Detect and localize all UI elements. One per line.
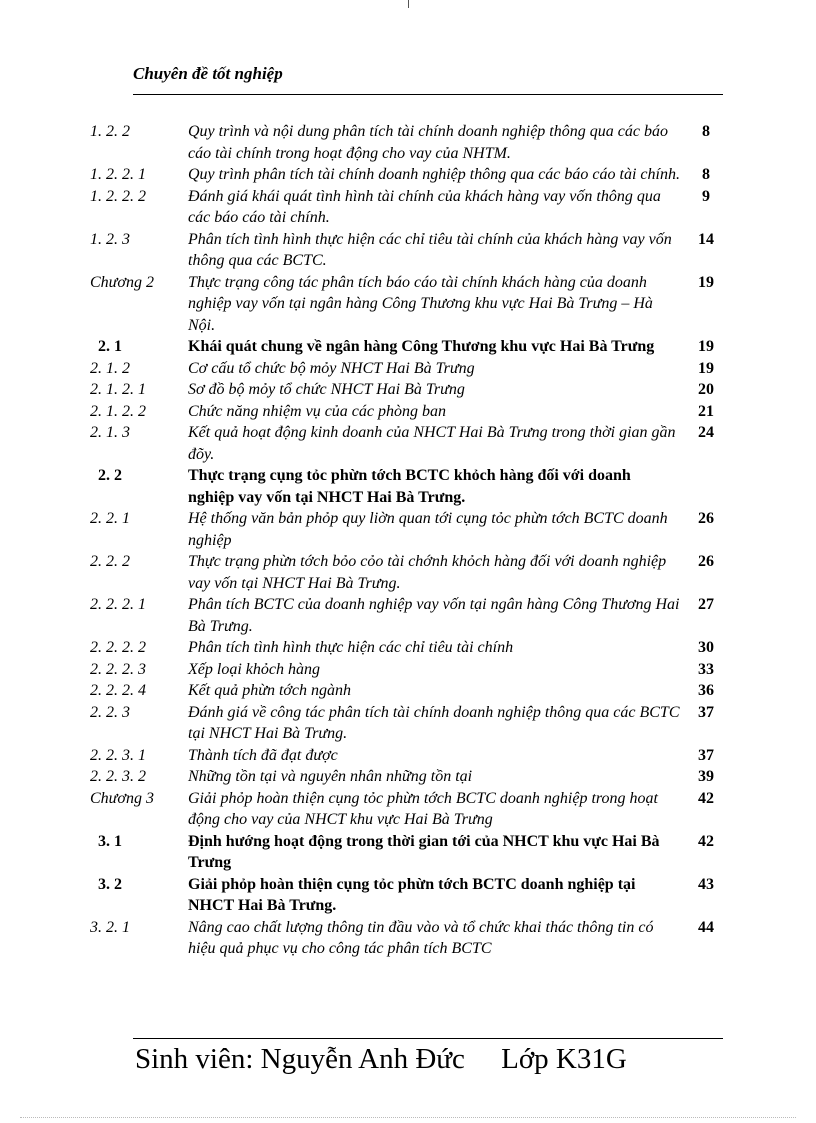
toc-entry-page: 43 bbox=[698, 875, 714, 893]
toc-entry[interactable] bbox=[90, 874, 740, 917]
toc-entry[interactable] bbox=[90, 659, 740, 681]
toc-entry-number: 2. 2. 3. 2 bbox=[90, 768, 146, 785]
toc-entry-title: Nâng cao chất lượng thông tin đầu vào và tổ chức khai thác thông tin có hiệu quả phục vụ cho công tác phân tích BCTC bbox=[188, 918, 654, 957]
toc-entry-title: Định hướng hoạt động trong thời gian tới của NHCT khu vực Hai Bà Trưng bbox=[188, 832, 660, 871]
toc-entry-title: Kết quả hoạt động kinh doanh của NHCT Hai Bà Trưng trong thời gian gần đõy. bbox=[188, 424, 676, 463]
toc-entry[interactable] bbox=[90, 551, 740, 594]
toc-entry-number: 2. 1 bbox=[98, 338, 122, 355]
toc-entry[interactable] bbox=[90, 422, 740, 465]
toc-entry-title: Thực trạng cụng tỏc phừn tớch BCTC khỏch hàng đối với doanh nghiệp vay vốn tại NHCT Hai Bà Trưng. bbox=[188, 467, 631, 506]
toc-entry-title: Phân tích tình hình thực hiện các chỉ tiêu tài chính của khách hàng vay vốn thông qua các BCTC. bbox=[188, 230, 672, 269]
toc-entry[interactable] bbox=[90, 680, 740, 702]
toc-entry-page: 26 bbox=[698, 553, 714, 570]
toc-entry-page: 20 bbox=[698, 381, 714, 398]
toc-entry[interactable] bbox=[90, 788, 740, 831]
toc-entry-number: 2. 1. 3 bbox=[90, 424, 130, 441]
toc-entry-number: 2. 2. 3 bbox=[90, 703, 130, 721]
toc-entry[interactable] bbox=[90, 831, 740, 874]
toc-entry-number: 2. 2. 2. 3 bbox=[90, 660, 146, 678]
toc-entry-title: Chức năng nhiệm vụ của các phòng ban bbox=[188, 402, 447, 420]
toc-entry-page: 26 bbox=[698, 510, 714, 527]
toc-entry-page: 33 bbox=[698, 660, 714, 678]
toc-entry-page: 8 bbox=[702, 123, 710, 140]
toc-entry-number: 1. 2. 2. 1 bbox=[90, 166, 146, 183]
toc-entry[interactable] bbox=[90, 465, 740, 508]
toc-entry-number: Chương 2 bbox=[90, 273, 154, 291]
table-of-contents bbox=[90, 121, 740, 960]
toc-entry-number: 2. 1. 2 bbox=[90, 359, 130, 377]
toc-entry-page: 24 bbox=[698, 424, 714, 441]
toc-entry-page: 30 bbox=[698, 639, 714, 656]
toc-entry-page: 14 bbox=[698, 230, 714, 248]
toc-entry[interactable] bbox=[90, 358, 740, 380]
toc-entry[interactable] bbox=[90, 745, 740, 767]
toc-entry[interactable] bbox=[90, 121, 740, 164]
toc-entry-number: 3. 2 bbox=[98, 875, 122, 893]
toc-entry-page: 27 bbox=[698, 596, 714, 613]
toc-entry[interactable] bbox=[90, 637, 740, 659]
toc-entry-title: Thực trạng phừn tớch bỏo cỏo tài chớnh khỏch hàng đối với doanh nghiệp vay vốn tại NHCT Hai Bà Trưng. bbox=[188, 553, 667, 592]
toc-entry[interactable] bbox=[90, 379, 740, 401]
footer-divider bbox=[133, 1038, 723, 1039]
toc-entry-title: Thực trạng công tác phân tích báo cáo tài chính khách hàng của doanh nghiệp vay vốn tại ngân hàng Công Thương khu vực Hai Bà Trưng – Hà Nội. bbox=[188, 273, 653, 334]
toc-entry-title: Giải phỏp hoàn thiện cụng tỏc phừn tớch BCTC doanh nghiệp trong hoạt động cho vay của NHCT khu vực Hai Bà Trưng bbox=[188, 789, 658, 828]
toc-entry-title: Giải phỏp hoàn thiện cụng tỏc phừn tớch BCTC doanh nghiệp tại NHCT Hai Bà Trưng. bbox=[188, 875, 636, 914]
page-corner-mark bbox=[408, 0, 409, 8]
toc-entry-page: 21 bbox=[698, 402, 714, 420]
toc-entry-page: 19 bbox=[698, 338, 714, 355]
toc-entry-page: 8 bbox=[702, 166, 710, 183]
toc-entry-number: 2. 2 bbox=[98, 467, 122, 484]
toc-entry-number: 2. 2. 2. 2 bbox=[90, 639, 146, 656]
document-header: Chuyên đề tốt nghiệp bbox=[133, 64, 283, 83]
toc-entry-number: 3. 2. 1 bbox=[90, 918, 130, 936]
toc-entry-page: 39 bbox=[698, 768, 714, 785]
toc-entry-title: Những tồn tại và nguyên nhân những tồn tại bbox=[188, 768, 473, 785]
toc-entry[interactable] bbox=[90, 164, 740, 186]
toc-entry-page: 37 bbox=[698, 703, 714, 721]
toc-entry-number: Chương 3 bbox=[90, 789, 154, 807]
toc-entry-title: Thành tích đã đạt được bbox=[188, 746, 338, 764]
toc-entry-number: 3. 1 bbox=[98, 832, 122, 850]
toc-entry-number: 2. 1. 2. 2 bbox=[90, 402, 146, 420]
toc-entry[interactable] bbox=[90, 594, 740, 637]
toc-entry-title: Hệ thống văn bản phỏp quy liờn quan tới cụng tỏc phừn tớch BCTC doanh nghiệp bbox=[188, 510, 668, 549]
document-footer: Sinh viên: Nguyễn Anh Đức Lớp K31G bbox=[135, 1043, 627, 1075]
toc-entry-number: 2. 2. 2 bbox=[90, 553, 130, 570]
toc-entry-title: Quy trình và nội dung phân tích tài chính doanh nghiệp thông qua các báo cáo tài chính trong hoạt động cho vay của NHTM. bbox=[188, 123, 668, 162]
page-bottom-border bbox=[20, 1117, 796, 1118]
toc-entry-number: 2. 2. 2. 4 bbox=[90, 682, 146, 699]
toc-entry-title: Phân tích BCTC của doanh nghiệp vay vốn tại ngân hàng Công Thương Hai Bà Trưng. bbox=[188, 596, 680, 635]
toc-entry[interactable] bbox=[90, 401, 740, 423]
toc-entry-page: 36 bbox=[698, 682, 714, 699]
header-divider bbox=[133, 94, 723, 95]
toc-entry-title: Cơ cấu tổ chức bộ mỏy NHCT Hai Bà Trưng bbox=[188, 359, 475, 377]
toc-entry-number: 2. 1. 2. 1 bbox=[90, 381, 146, 398]
toc-entry[interactable] bbox=[90, 229, 740, 272]
toc-entry-title: Đánh giá khái quát tình hình tài chính của khách hàng vay vốn thông qua các báo cáo tài chính. bbox=[188, 187, 661, 226]
toc-entry[interactable] bbox=[90, 917, 740, 960]
toc-entry-number: 1. 2. 2 bbox=[90, 123, 130, 140]
toc-entry-title: Sơ đồ bộ mỏy tổ chức NHCT Hai Bà Trưng bbox=[188, 381, 465, 398]
toc-entry-page: 37 bbox=[698, 746, 714, 764]
toc-entry-page: 9 bbox=[702, 187, 710, 205]
toc-entry-title: Xếp loại khỏch hàng bbox=[188, 660, 320, 678]
toc-entry-number: 2. 2. 1 bbox=[90, 510, 130, 527]
toc-entry-title: Đánh giá về công tác phân tích tài chính doanh nghiệp thông qua các BCTC tại NHCT Hai Bà Trưng. bbox=[188, 703, 680, 742]
toc-entry[interactable] bbox=[90, 336, 740, 358]
toc-entry[interactable] bbox=[90, 702, 740, 745]
toc-entry-page: 44 bbox=[698, 918, 714, 936]
toc-entry-page: 42 bbox=[698, 789, 714, 807]
toc-entry-page: 42 bbox=[698, 832, 714, 850]
toc-entry-title: Kết quả phừn tớch ngành bbox=[188, 682, 352, 699]
toc-entry[interactable] bbox=[90, 272, 740, 337]
toc-entry-title: Khái quát chung về ngân hàng Công Thương khu vực Hai Bà Trưng bbox=[188, 338, 655, 355]
toc-entry-number: 1. 2. 2. 2 bbox=[90, 187, 146, 205]
toc-entry-title: Quy trình phân tích tài chính doanh nghiệp thông qua các báo cáo tài chính. bbox=[188, 166, 680, 183]
toc-entry[interactable] bbox=[90, 508, 740, 551]
toc-entry-number: 1. 2. 3 bbox=[90, 230, 130, 248]
toc-entry-page: 19 bbox=[698, 359, 714, 377]
toc-entry-title: Phân tích tình hình thực hiện các chỉ tiêu tài chính bbox=[188, 639, 514, 656]
toc-entry-number: 2. 2. 3. 1 bbox=[90, 746, 146, 764]
toc-entry-number: 2. 2. 2. 1 bbox=[90, 596, 146, 613]
toc-entry-page: 19 bbox=[698, 273, 714, 291]
toc-entry[interactable] bbox=[90, 186, 740, 229]
toc-entry[interactable] bbox=[90, 766, 740, 788]
